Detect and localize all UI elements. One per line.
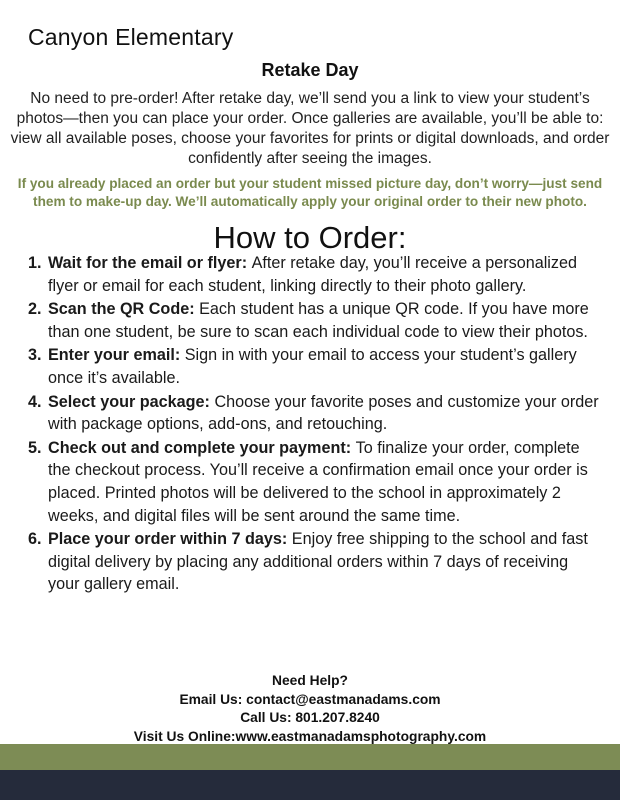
step-text: After retake day, you’ll receive a personalized flyer or email for each student, linking directly to their photo gallery. [48, 254, 577, 295]
step-number: 5. [28, 438, 42, 457]
help-block [0, 672, 620, 746]
step-item [28, 298, 602, 343]
step-heading: Select your package: [48, 392, 215, 411]
step-item [28, 252, 602, 297]
step-heading: Wait for the email or flyer: [48, 254, 252, 272]
footer-green-bar [0, 744, 620, 770]
how-to-title: How to Order: [213, 220, 407, 255]
step-text: Each student has a unique QR code. If you have more than one student, be sure to scan each individual code to view their photos. [48, 300, 589, 341]
step-item [28, 437, 602, 527]
step-heading: Place your order within 7 days: [48, 530, 292, 549]
footer-navy-bar [0, 770, 620, 800]
step-heading: Enter your email: [48, 346, 185, 365]
step-item [28, 344, 602, 389]
page-subtitle: Retake Day [261, 60, 359, 80]
step-text: To finalize your order, complete the checkout process. You’ll receive a confirmation email once your order is placed. Printed photos will be delivered to the school in approximately 2 weeks, and digital files will be sent around the same time. [48, 438, 588, 525]
step-heading: Scan the QR Code: [48, 300, 200, 319]
step-item [28, 528, 602, 596]
step-number: 3. [28, 346, 42, 365]
step-number: 2. [28, 300, 42, 319]
school-name: Canyon Elementary [28, 24, 234, 50]
steps-list [28, 252, 602, 597]
step-text: Choose your favorite poses and customize your order with package options, add-ons, and retouching. [48, 392, 599, 434]
step-text: Sign in with your email to access your student’s gallery once it’s available. [48, 346, 577, 387]
step-text: Enjoy free shipping to the school and fast digital delivery by placing any additional orders within 7 days of receiving your gallery email. [48, 530, 588, 594]
makeup-notice: If you already placed an order but your student missed picture day, don’t worry—just send them to make-up day. We’ll automatically apply your original order to their new photo. [17, 176, 603, 209]
help-website[interactable]: Visit Us Online:www.eastmanadamsphotography.com [133, 728, 487, 744]
help-title: Need Help? [272, 673, 348, 688]
step-number: 1. [28, 254, 42, 272]
step-number: 6. [28, 530, 42, 549]
step-number: 4. [28, 392, 42, 411]
intro-paragraph: No need to pre-order! After retake day, we’ll send you a link to view your student’s photos—then you can place your order. Once galleries are available, you’ll be able to: view all available poses, choose your favorites for prints or digital downloads, and order confidently after seeing the images. [10, 90, 610, 167]
help-email[interactable]: Email Us: contact@eastmanadams.com [179, 691, 441, 707]
step-item [28, 391, 602, 436]
help-phone[interactable]: Call Us: 801.207.8240 [240, 710, 380, 725]
step-heading: Check out and complete your payment: [48, 438, 356, 457]
